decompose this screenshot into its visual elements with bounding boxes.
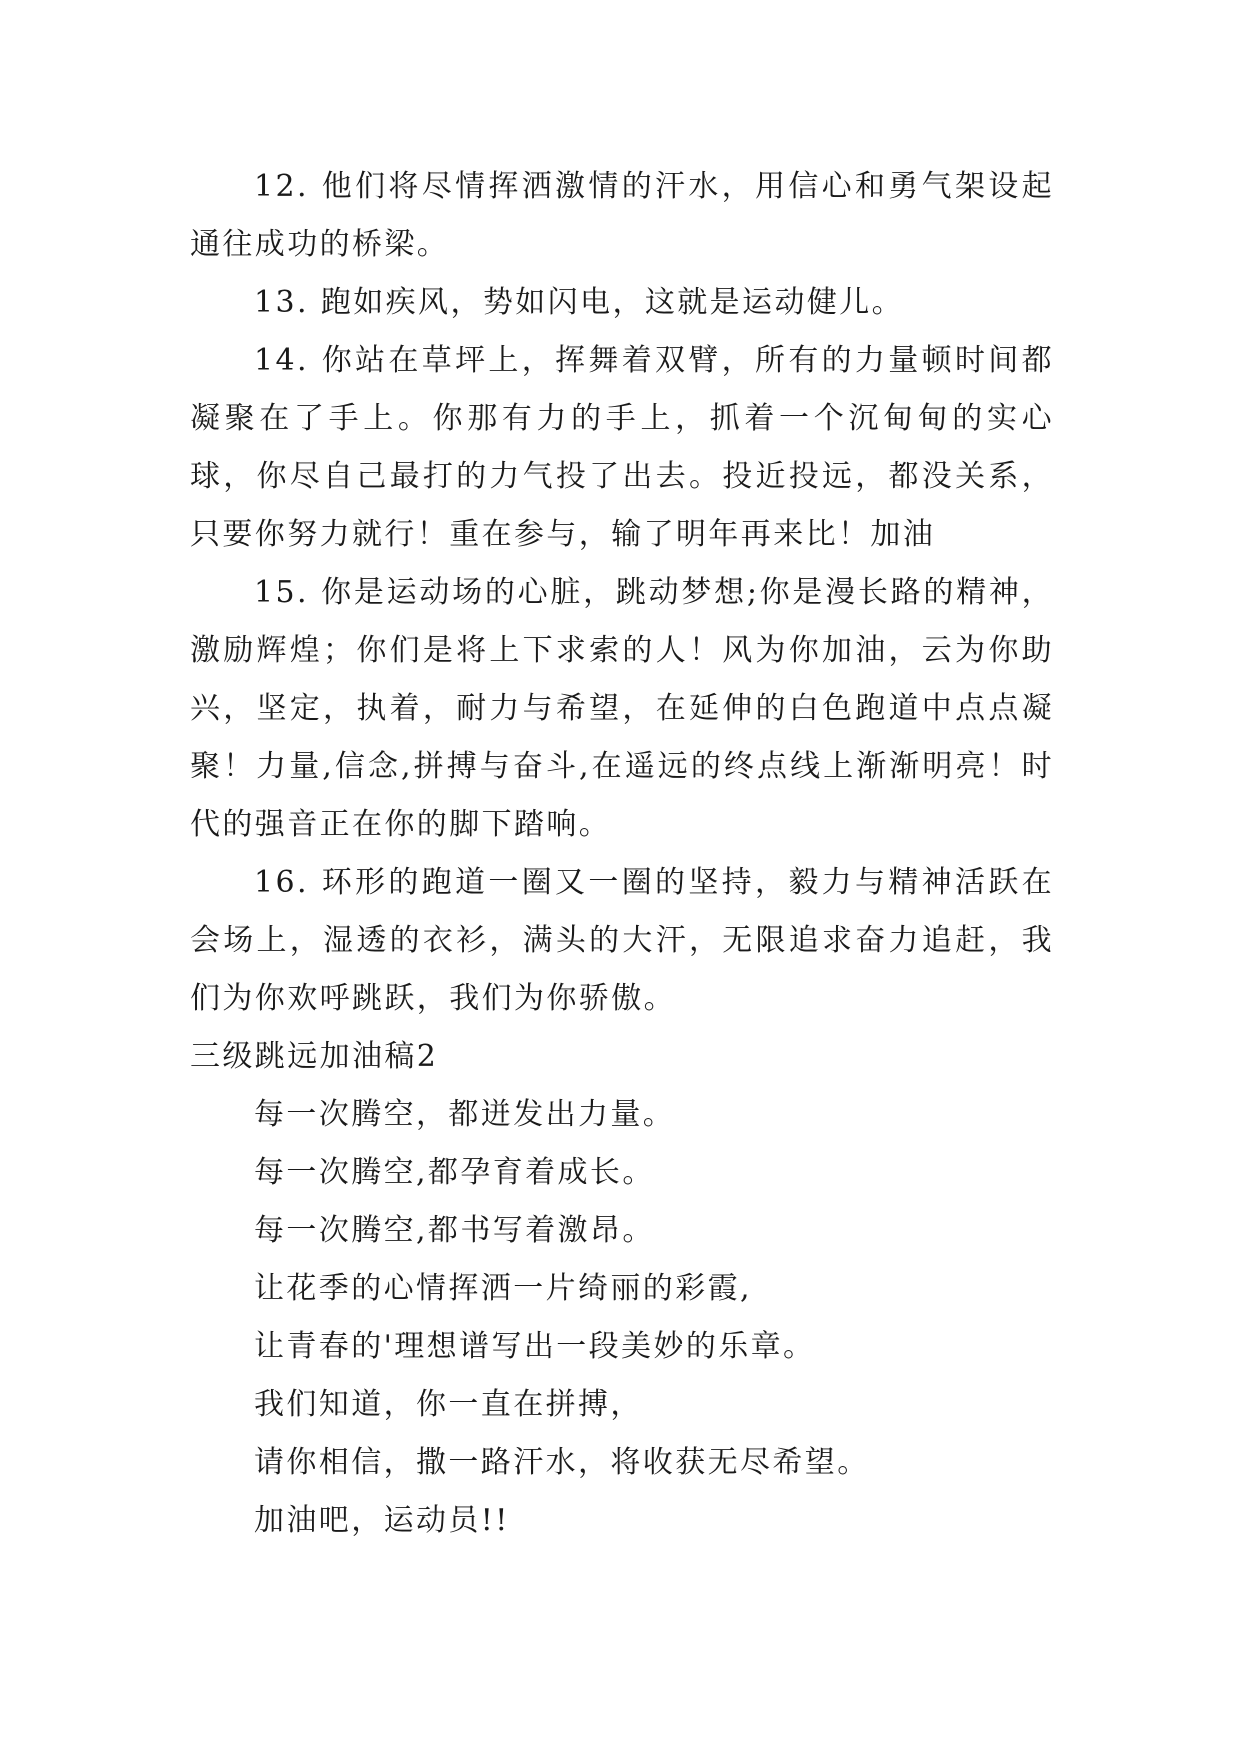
- paragraph-13: 13. 跑如疾风，势如闪电，这就是运动健儿。: [254, 285, 905, 320]
- poem-line: 每一次腾空，都迸发出力量。: [254, 1097, 676, 1132]
- paragraph-16: 16. 环形的跑道一圈又一圈的坚持，毅力与精神活跃在会场上，湿透的衣衫，满头的大汗，无限追求奋力追赶，我们为你欢呼跳跃，我们为你骄傲。: [190, 865, 1054, 1016]
- paragraph-15: 15. 你是运动场的心脏，跳动梦想;你是漫长路的精神，激励辉煌；你们是将上下求索的人！风为你加油，云为你助兴，坚定，执着，耐力与希望，在延伸的白色跑道中点点凝聚！力量,信念,拼搏与奋斗,在遥远的终点线上渐渐明亮！时代的强音正在你的脚下踏响。: [190, 575, 1054, 842]
- poem-line: 加油吧，运动员!!: [254, 1503, 510, 1538]
- poem-line: 我们知道，你一直在拼搏，: [254, 1387, 643, 1422]
- poem-line: 让青春的'理想谱写出一段美妙的乐章。: [254, 1329, 816, 1364]
- poem-line: 每一次腾空,都孕育着成长。: [254, 1155, 655, 1190]
- poem-line: 让花季的心情挥洒一片绮丽的彩霞,: [254, 1271, 752, 1306]
- paragraph-12: 12. 他们将尽情挥洒激情的汗水，用信心和勇气架设起通往成功的桥梁。: [190, 169, 1054, 262]
- paragraph-14: 14. 你站在草坪上，挥舞着双臂，所有的力量顿时间都凝聚在了手上。你那有力的手上，抓着一个沉甸甸的实心球，你尽自己最打的力气投了出去。投近投远，都没关系，只要你努力就行！重在参与，输了明年再来比！加油: [190, 343, 1054, 552]
- poem-line: 每一次腾空,都书写着激昂。: [254, 1213, 655, 1248]
- document-body: [190, 158, 1054, 1550]
- section-title: 三级跳远加油稿2: [190, 1039, 439, 1074]
- poem-line: 请你相信，撒一路汗水，将收获无尽希望。: [254, 1445, 870, 1480]
